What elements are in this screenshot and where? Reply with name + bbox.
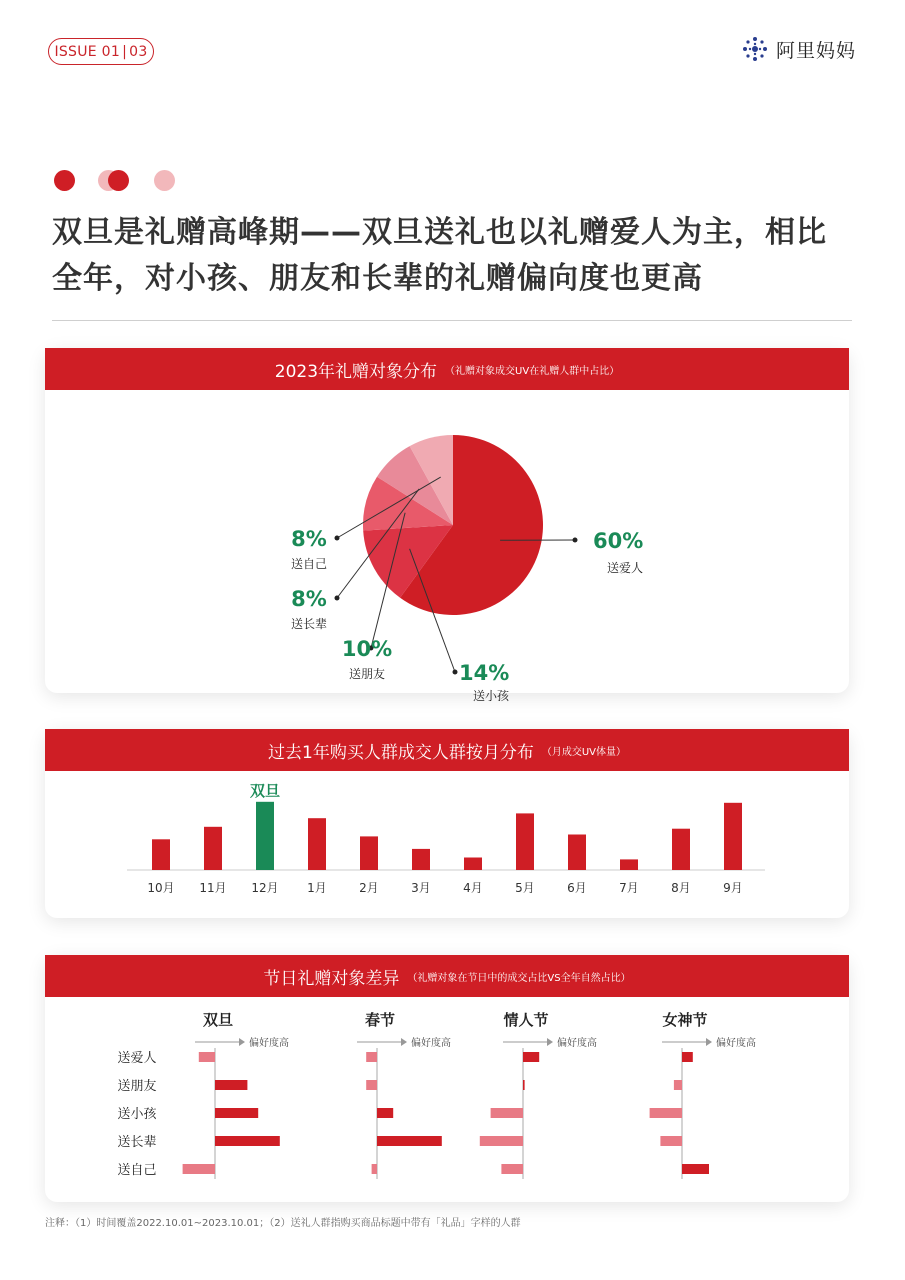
row-category-label: 送小孩 [117, 1107, 157, 1122]
pie-leader-dot [453, 670, 458, 675]
month-bar [620, 859, 638, 870]
issue-total: 03 [129, 43, 148, 60]
diverging-bar [682, 1052, 693, 1062]
monthly-subtitle: （月成交UV体量） [541, 746, 626, 758]
pie-category-label: 送爱人 [607, 561, 644, 575]
month-bar [464, 858, 482, 871]
page-title: 双旦是礼赠高峰期——双旦送礼也以礼赠爱人为主，相比全年，对小孩、朋友和长辈的礼赠偏向度也更高 [52, 215, 827, 296]
month-tick-label: 10月 [147, 881, 175, 895]
pie-chart [45, 390, 849, 703]
hint-label: 偏好度高 [411, 1038, 451, 1049]
holiday-title: 节日礼赠对象差异 [263, 968, 400, 989]
diverging-bar [215, 1108, 258, 1118]
brand-name: 阿里妈妈 [776, 39, 857, 62]
diverging-bar [660, 1136, 682, 1146]
month-tick-label: 9月 [723, 881, 743, 895]
decorative-dots [54, 170, 184, 192]
pie-subtitle: （礼赠对象成交UV在礼赠人群中占比） [445, 365, 620, 377]
diverging-bar [650, 1108, 682, 1118]
diverging-bar [682, 1164, 709, 1174]
row-category-label: 送爱人 [117, 1051, 157, 1066]
panel-title: 春节 [364, 1011, 396, 1029]
monthly-card [45, 729, 849, 918]
pie-value-label: 14% [459, 661, 510, 685]
dot-icon [108, 170, 129, 191]
month-tick-label: 11月 [199, 881, 227, 895]
month-tick-label: 7月 [619, 881, 639, 895]
month-bar [672, 829, 690, 870]
arrow-right-icon [547, 1038, 553, 1046]
dot-icon [54, 170, 75, 191]
diverging-bar [523, 1080, 525, 1090]
monthly-title: 过去1年购买人群成交人群按月分布 [268, 742, 534, 763]
diverging-bar [480, 1136, 523, 1146]
arrow-right-icon [706, 1038, 712, 1046]
hint-label: 偏好度高 [557, 1038, 597, 1049]
month-tick-label: 1月 [307, 881, 327, 895]
pie-leader-dot [335, 536, 340, 541]
diverging-bar [366, 1052, 377, 1062]
row-category-label: 送长辈 [117, 1135, 157, 1150]
row-category-label: 送自己 [117, 1163, 157, 1178]
hint-label: 偏好度高 [716, 1038, 756, 1049]
dot-icon [154, 170, 175, 191]
issue-number: ISSUE 01 [54, 43, 121, 60]
panel-title: 女神节 [662, 1011, 708, 1029]
diverging-bar [491, 1108, 523, 1118]
pie-title: 2023年礼赠对象分布 [274, 361, 438, 382]
diverging-bar [215, 1136, 280, 1146]
issue-separator: | [122, 43, 128, 60]
diverging-bar [366, 1080, 377, 1090]
pie-category-label: 送小孩 [473, 689, 510, 703]
month-tick-label: 3月 [411, 881, 431, 895]
diverging-bar [523, 1052, 539, 1062]
arrow-right-icon [239, 1038, 245, 1046]
month-bar [516, 813, 534, 870]
highlight-label: 双旦 [249, 781, 281, 800]
footnote: 注释：（1）时间覆盖2022.10.01~2023.10.01；（2）送礼人群指购买商品标题中带有「礼品」字样的人群 [45, 1218, 521, 1229]
month-bar [152, 839, 170, 870]
month-tick-label: 5月 [515, 881, 535, 895]
diverging-bar [372, 1164, 377, 1174]
month-tick-label: 2月 [359, 881, 379, 895]
monthly-bar-chart [45, 771, 849, 918]
pie-card [45, 348, 849, 703]
pie-category-label: 送自己 [290, 557, 328, 571]
row-category-label: 送朋友 [117, 1079, 157, 1094]
pie-value-label: 10% [341, 637, 393, 661]
month-bar [360, 836, 378, 870]
month-bar [724, 803, 742, 870]
monthly-card-header [45, 729, 849, 771]
month-bar [204, 827, 222, 870]
diverging-bar [215, 1080, 247, 1090]
month-tick-label: 8月 [671, 881, 691, 895]
month-bar [568, 835, 586, 871]
diverging-bar [377, 1108, 393, 1118]
diverging-bar [183, 1164, 215, 1174]
pie-value-label: 8% [291, 527, 327, 551]
holiday-subtitle: （礼赠对象在节日中的成交占比VS全年自然占比） [407, 972, 631, 984]
diverging-bar [199, 1052, 215, 1062]
month-tick-label: 6月 [567, 881, 587, 895]
pie-leader-dot [335, 596, 340, 601]
pie-category-label: 送朋友 [348, 667, 386, 681]
pie-category-label: 送长辈 [290, 617, 328, 631]
pie-value-label: 60% [593, 529, 644, 553]
panel-title: 双旦 [202, 1011, 234, 1029]
month-tick-label: 12月 [251, 881, 279, 895]
month-bar [308, 818, 326, 870]
diverging-bar [377, 1136, 442, 1146]
brand [740, 34, 856, 64]
divider [52, 320, 852, 321]
month-tick-label: 4月 [463, 881, 483, 895]
diverging-bar [501, 1164, 523, 1174]
pie-leader-dot [573, 538, 578, 543]
panel-title: 情人节 [503, 1011, 549, 1029]
month-bar [412, 849, 430, 870]
pie-value-label: 8% [291, 587, 327, 611]
holiday-card-header [45, 955, 849, 997]
holiday-diverging-chart [45, 997, 849, 1202]
issue-badge [48, 38, 154, 65]
arrow-right-icon [401, 1038, 407, 1046]
hint-label: 偏好度高 [249, 1038, 289, 1049]
holiday-card [45, 955, 849, 1202]
diverging-bar [674, 1080, 682, 1090]
pie-card-header [45, 348, 849, 390]
month-bar [256, 802, 274, 870]
alimama-logo-icon [740, 34, 770, 64]
